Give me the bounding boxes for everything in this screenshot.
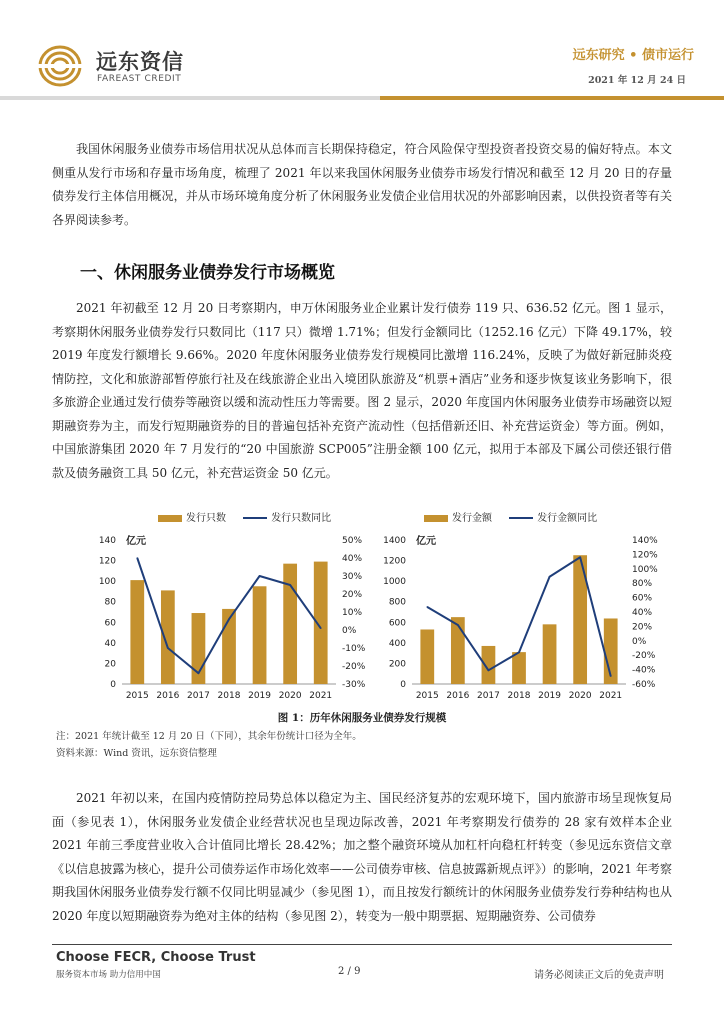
chart2-right-tick: 60% xyxy=(632,593,653,604)
chart1-right-tick: 0% xyxy=(342,626,357,636)
chart-issuance-count xyxy=(70,524,380,704)
chart2-right-tick: 140% xyxy=(632,536,658,546)
chart2-right-tick: -60% xyxy=(632,680,656,690)
chart1-right-tick: 30% xyxy=(342,572,363,582)
chart2-left-tick: 800 xyxy=(388,597,406,608)
chart1-category-label: 2016 xyxy=(156,691,180,701)
chart2-legend xyxy=(424,509,597,524)
paragraph-1: 2021 年初截至 12 月 20 日考察期内，申万休闲服务业企业累计发行债券 119 只、636.52 亿元。图 1 显示，考察期休闲服务业债券发行只数同比（117 只）微增 1.71%；但发行金额同比（1252.16 亿元）下降 49.17%，较 2019 年度发行额增长 9.66%。2020 年度休闲服务业债券发行规模同比激增 116.24%，反映了为做好新冠肺炎疫情防控，文化和旅游部暂停旅行社及在线旅游企业出入境团队旅游及“机票+酒店”业务和逐步恢复该业务影响下，很多旅游企业通过发行债券等融资以缓和流动性压力等需要。图 2 显示，2020 年度国内休闲服务业债券市场融资以短期融资券为主，而发行短期融资券的目的普遍包括补充资产流动性（包括借新还旧、补充营运资金）等方面。例如，中国旅游集团 2020 年 7 月发行的“20 中国旅游 SCP005”注册金额 100 亿元，拟用于本部及下属公司偿还银行借款及债务融资工具 50 亿元，补充营运资金 50 亿元。 xyxy=(52,301,672,480)
chart1-left-tick: 40 xyxy=(104,638,116,649)
chart1-right-tick: -30% xyxy=(342,680,366,690)
chart2-legend-line: 发行金额同比 xyxy=(509,513,597,524)
chart1-bar xyxy=(130,580,144,684)
chart2-yoy-point xyxy=(549,576,551,578)
chart2-bar xyxy=(451,617,465,684)
chart2-category-label: 2020 xyxy=(568,691,592,701)
fareast-logo-icon xyxy=(38,44,82,88)
chart1-category-label: 2017 xyxy=(186,691,210,701)
brand-name-en: FAREAST CREDIT xyxy=(97,74,182,84)
chart2-yoy-point xyxy=(610,675,612,677)
chart2-left-tick: 400 xyxy=(388,638,406,649)
chart1-yoy-point xyxy=(167,647,169,649)
chart2-yoy-point xyxy=(518,652,520,654)
chart2-yoy-point xyxy=(457,624,459,626)
chart1-right-tick: -20% xyxy=(342,662,366,672)
chart1-category-label: 2019 xyxy=(248,691,272,701)
chart2-category-label: 2019 xyxy=(538,691,562,701)
chart1-right-tick: 50% xyxy=(342,536,363,546)
chart1-category-label: 2020 xyxy=(278,691,302,701)
chart1-left-tick: 60 xyxy=(104,618,116,629)
chart2-yoy-point xyxy=(579,556,581,558)
chart2-category-label: 2021 xyxy=(599,691,623,701)
chart1-bar xyxy=(253,586,267,684)
chart2-bar xyxy=(420,629,434,684)
chart2-right-tick: 80% xyxy=(632,579,653,590)
brand-name-cn: 远东资信 xyxy=(96,50,184,74)
paragraph-2: 2021 年初以来，在国内疫情防控局势总体以稳定为主、国民经济复苏的宏观环境下，国内旅游市场呈现恢复局面（参见表 1），休闲服务业发债企业经营状况也呈现边际改善，2021 年考察期发行债券的 28 家有效样本企业 2021 年前三季度营业收入合计值同比增长 28.42%；加之整个融资环境从加杠杆向稳杠杆转变（参见远东资信文章《以信息披露为核心，提升公司债券运作市场化效率——公司债券审核、信息披露新规点评》）的影响，2021 年考察期我国休闲服务业债券发行额不仅同比明显减少（参见图 1），而且按发行额统计的休闲服务业债券发行券种结构也从 2020 年度以短期融资券为绝对主体的结构（参见图 2），转变为一般中期票据、短期融资券、公司债券 xyxy=(52,791,672,923)
footer-divider xyxy=(52,944,672,945)
chart2-left-tick: 0 xyxy=(400,680,406,690)
chart1-category-label: 2015 xyxy=(125,691,149,701)
chart1-yoy-point xyxy=(198,672,200,674)
figure-caption: 图 1：历年休闲服务业债券发行规模 xyxy=(277,712,447,724)
chart1-legend-bar: 发行只数 xyxy=(158,513,226,524)
chart1-yoy-point xyxy=(320,627,322,629)
chart1-right-tick: 20% xyxy=(342,590,363,600)
chart1-right-tick: 10% xyxy=(342,608,363,618)
chart2-left-tick: 600 xyxy=(388,618,406,629)
report-date: 2021 年 12 月 24 日 xyxy=(588,75,686,86)
footer-disclaimer: 请务必阅读正文后的免责声明 xyxy=(534,970,664,981)
figure-source: 资料来源：Wind 资讯，远东资信整理 xyxy=(56,748,217,759)
chart2-bar xyxy=(482,646,496,684)
chart2-unit-label: 亿元 xyxy=(416,536,436,547)
chart1-yoy-point xyxy=(228,618,230,620)
figure-note: 注：2021 年统计截至 12 月 20 日（下同），其余年份统计口径为全年。 xyxy=(56,731,362,742)
chart2-bar xyxy=(543,624,557,684)
footer-subtitle: 服务资本市场 助力信用中国 xyxy=(56,970,161,980)
chart1-left-tick: 140 xyxy=(98,536,116,546)
chart2-right-tick: -20% xyxy=(632,651,656,662)
chart1-left-tick: 0 xyxy=(110,680,116,690)
chart1-legend xyxy=(158,509,331,524)
page-number: 2 / 9 xyxy=(338,966,361,977)
chart1-left-tick: 20 xyxy=(104,659,116,670)
chart2-right-tick: 0% xyxy=(632,636,647,647)
chart1-bar xyxy=(283,564,297,684)
chart1-unit-label: 亿元 xyxy=(126,536,146,547)
chart1-right-tick: -10% xyxy=(342,644,366,654)
chart1-yoy-point xyxy=(136,557,138,559)
chart2-legend-bar: 发行金额 xyxy=(424,513,492,524)
chart2-left-tick: 1200 xyxy=(383,556,406,567)
chart2-left-tick: 1000 xyxy=(383,577,406,588)
chart2-category-label: 2015 xyxy=(415,691,439,701)
intro-paragraph: 我国休闲服务业债券市场信用状况从总体而言长期保持稳定，符合风险保守型投资者投资交易的偏好特点。本文侧重从发行市场和存量市场角度，梳理了 2021 年以来我国休闲服务业债券市场发行情况和截至 12 月 20 日的存量债券发行主体信用概况，并从市场环境角度分析了休闲服务业发债企业信用状况的外部影响因素，以供投资者等有关各界阅读参考。 xyxy=(52,142,672,227)
chart2-left-tick: 1400 xyxy=(383,536,406,546)
chart1-category-label: 2018 xyxy=(217,691,241,701)
chart2-right-tick: 100% xyxy=(632,564,658,575)
chart1-yoy-point xyxy=(259,575,261,577)
chart2-category-label: 2017 xyxy=(476,691,500,701)
report-category: 远东研究 • 债市运行 xyxy=(572,48,694,63)
chart-issuance-amount xyxy=(360,524,670,704)
header-divider-accent xyxy=(380,96,724,100)
chart1-legend-line: 发行只数同比 xyxy=(243,513,331,524)
chart1-yoy-point xyxy=(289,584,291,586)
chart1-category-label: 2021 xyxy=(309,691,333,701)
chart1-right-tick: 40% xyxy=(342,554,363,564)
chart1-left-tick: 100 xyxy=(98,577,116,588)
chart1-bar xyxy=(161,590,175,684)
chart2-yoy-point xyxy=(488,670,490,672)
chart2-left-tick: 200 xyxy=(388,659,406,670)
chart2-right-tick: 40% xyxy=(632,608,653,618)
chart2-category-label: 2016 xyxy=(446,691,470,701)
chart2-category-label: 2018 xyxy=(507,691,531,701)
footer-slogan: Choose FECR, Choose Trust xyxy=(56,950,256,965)
chart2-bar xyxy=(512,652,526,684)
chart2-right-tick: 20% xyxy=(632,622,653,633)
chart1-left-tick: 120 xyxy=(98,556,116,567)
chart2-right-tick: -40% xyxy=(632,665,656,676)
section-title: 一、休闲服务业债券发行市场概览 xyxy=(80,263,335,283)
chart2-yoy-point xyxy=(426,606,428,608)
chart2-right-tick: 120% xyxy=(632,550,658,561)
chart1-left-tick: 80 xyxy=(104,597,116,608)
